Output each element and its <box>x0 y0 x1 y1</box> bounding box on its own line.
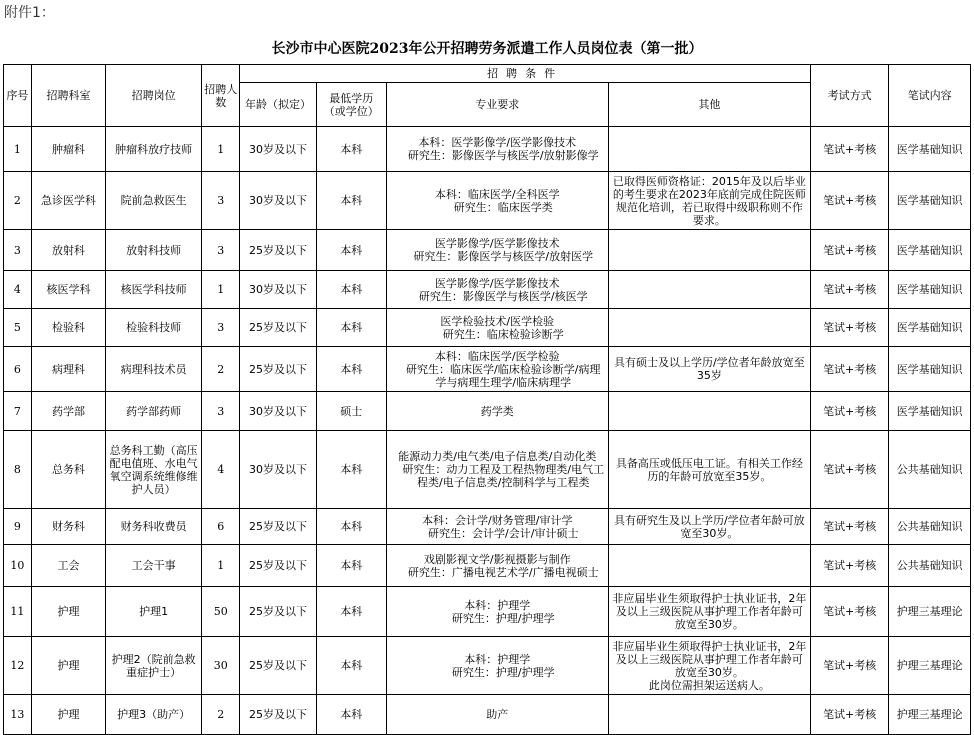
cell-seq: 5 <box>4 309 32 347</box>
cell-other <box>608 637 810 695</box>
cell-exam-content: 护理三基理论 <box>889 695 971 735</box>
cell-major-line: 研究生：影像医学与核医学/放射影像学 <box>407 149 599 162</box>
cell-count: 6 <box>202 509 240 545</box>
cell-exam-content: 医学基础知识 <box>889 172 971 230</box>
cell-major-line: 能源动力类/电气类/电子信息类/自动化类 <box>398 450 597 463</box>
cell-seq: 3 <box>4 230 32 271</box>
cell-other-line: 已取得医师资格证：2015年及以后毕业的考生要求在2023年底前完成住院医师规范化培训，若已取得中级职称则不作要求。 <box>612 174 806 227</box>
cell-other <box>608 172 810 230</box>
cell-other <box>608 392 810 431</box>
cell-seq: 2 <box>4 172 32 230</box>
header-seq: 序号 <box>4 65 32 127</box>
cell-major <box>386 172 608 230</box>
cell-exam-content: 公共基础知识 <box>889 431 971 509</box>
cell-age: 30岁及以下 <box>240 127 316 172</box>
cell-exam-content: 护理三基理论 <box>889 587 971 637</box>
cell-dept: 护理 <box>31 695 105 735</box>
cell-dept: 放射科 <box>31 230 105 271</box>
cell-edu: 本科 <box>316 509 386 545</box>
cell-major-line: 研究生：广播电视艺术学/广播电视硕士 <box>407 565 599 579</box>
cell-edu: 本科 <box>316 271 386 309</box>
header-post: 招聘岗位 <box>106 65 202 127</box>
cell-other-line: 非应届毕业生须取得护士执业证书，2年及以上三级医院从事护理工作者年龄可放宽至30岁。 <box>612 639 807 679</box>
recruitment-table <box>3 64 971 735</box>
cell-dept: 核医学科 <box>31 271 105 309</box>
cell-major-line: 本科：医学影像学/医学影像技术 <box>418 136 577 149</box>
cell-count: 2 <box>202 695 240 735</box>
cell-exam-type: 笔试+考核 <box>810 637 888 695</box>
cell-seq: 6 <box>4 347 32 392</box>
cell-major-line: 本科：护理学 <box>464 652 531 666</box>
cell-exam-type: 笔试+考核 <box>810 431 888 509</box>
cell-major-line: 研究生：影像医学与核医学/放射医学 <box>413 250 594 263</box>
cell-edu: 本科 <box>316 347 386 392</box>
cell-count: 3 <box>202 309 240 347</box>
cell-exam-type: 笔试+考核 <box>810 545 888 587</box>
cell-seq: 12 <box>4 637 32 695</box>
cell-exam-type: 笔试+考核 <box>810 230 888 271</box>
cell-major-line: 戏剧影视文学/影视摄影与制作 <box>423 552 571 566</box>
cell-exam-type: 笔试+考核 <box>810 309 888 347</box>
cell-major <box>386 637 608 695</box>
cell-exam-content: 医学基础知识 <box>889 230 971 271</box>
cell-edu: 本科 <box>316 127 386 172</box>
cell-major-line: 研究生：动力工程及工程热物理类/电气工程类/电子信息类/控制科学与工程类 <box>402 463 605 489</box>
cell-exam-content: 医学基础知识 <box>889 127 971 172</box>
cell-major <box>386 347 608 392</box>
cell-other <box>608 545 810 587</box>
table-row <box>4 172 971 230</box>
cell-age: 30岁及以下 <box>240 172 316 230</box>
cell-major <box>386 230 608 271</box>
cell-dept: 检验科 <box>31 309 105 347</box>
page-title: 长沙市中心医院2023年公开招聘劳务派遣工作人员岗位表（第一批） <box>271 41 703 57</box>
header-dept: 招聘科室 <box>31 65 105 127</box>
cell-edu: 本科 <box>316 230 386 271</box>
cell-dept: 肿瘤科 <box>31 127 105 172</box>
cell-other <box>608 347 810 392</box>
cell-count: 4 <box>202 431 240 509</box>
cell-age: 25岁及以下 <box>240 545 316 587</box>
cell-major-line: 研究生：护理/护理学 <box>451 611 555 625</box>
cell-edu: 本科 <box>316 172 386 230</box>
cell-count: 50 <box>202 587 240 637</box>
cell-age: 25岁及以下 <box>240 695 316 735</box>
cell-post: 放射科技师 <box>106 230 202 271</box>
cell-other <box>608 309 810 347</box>
cell-count: 1 <box>202 545 240 587</box>
cell-other <box>608 431 810 509</box>
cell-dept: 药学部 <box>31 392 105 431</box>
cell-dept: 护理 <box>31 587 105 637</box>
cell-exam-content: 公共基础知识 <box>889 545 971 587</box>
cell-seq: 10 <box>4 545 32 587</box>
table-row <box>4 347 971 392</box>
cell-post: 检验科技师 <box>106 309 202 347</box>
header-exam-content: 笔试内容 <box>889 65 971 127</box>
cell-major <box>386 392 608 431</box>
cell-count: 30 <box>202 637 240 695</box>
cell-post: 护理3（助产） <box>106 695 202 735</box>
cell-seq: 7 <box>4 392 32 431</box>
table-row <box>4 545 971 587</box>
table-row <box>4 509 971 545</box>
cell-major-line: 本科：临床医学/医学检验 <box>434 349 560 363</box>
cell-exam-content: 医学基础知识 <box>889 271 971 309</box>
cell-age: 25岁及以下 <box>240 587 316 637</box>
cell-edu: 硕士 <box>316 392 386 431</box>
cell-seq: 11 <box>4 587 32 637</box>
cell-major-line: 药学类 <box>480 404 514 418</box>
table-row <box>4 431 971 509</box>
cell-age: 25岁及以下 <box>240 637 316 695</box>
cell-edu: 本科 <box>316 309 386 347</box>
cell-other-line: 具备高压或低压电工证。有相关工作经历的年龄可放宽至35岁。 <box>615 456 803 483</box>
cell-count: 3 <box>202 392 240 431</box>
cell-major-line: 医学影像学/医学影像技术 <box>434 276 560 290</box>
cell-age: 30岁及以下 <box>240 431 316 509</box>
cell-major-line: 研究生：护理/护理学 <box>451 665 555 679</box>
cell-exam-content: 公共基础知识 <box>889 509 971 545</box>
cell-count: 3 <box>202 230 240 271</box>
cell-other-line: 此岗位需担架运送病人。 <box>648 678 770 692</box>
cell-exam-content: 医学基础知识 <box>889 347 971 392</box>
table-row <box>4 127 971 172</box>
cell-major <box>386 509 608 545</box>
cell-edu: 本科 <box>316 545 386 587</box>
cell-dept: 病理科 <box>31 347 105 392</box>
cell-major <box>386 545 608 587</box>
table-row <box>4 271 971 309</box>
cell-post: 总务科工勤（高压配电值班、水电气氧空调系统维修维护人员） <box>106 431 202 509</box>
cell-major-line: 医学检验技术/医学检验 <box>440 314 555 328</box>
cell-major-line: 研究生：影像医学与核医学/核医学 <box>418 289 588 303</box>
cell-seq: 1 <box>4 127 32 172</box>
attachment-label: 附件1： <box>4 5 55 21</box>
cell-edu: 本科 <box>316 587 386 637</box>
cell-post: 工会干事 <box>106 545 202 587</box>
cell-major <box>386 127 608 172</box>
cell-age: 30岁及以下 <box>240 392 316 431</box>
cell-seq: 8 <box>4 431 32 509</box>
cell-major-line: 研究生：会计学/会计/审计硕士 <box>428 526 579 540</box>
header-other: 其他 <box>608 83 810 127</box>
cell-post: 核医学科技师 <box>106 271 202 309</box>
cell-major-line: 本科：会计学/财务管理/审计学 <box>422 513 573 527</box>
cell-seq: 13 <box>4 695 32 735</box>
cell-other-line: 非应届毕业生须取得护士执业证书，2年及以上三级医院从事护理工作者年龄可放宽至30岁。 <box>612 592 807 631</box>
cell-major-line: 研究生：临床医学类 <box>453 200 553 214</box>
cell-exam-type: 笔试+考核 <box>810 509 888 545</box>
cell-post: 护理2（院前急救重症护士） <box>106 637 202 695</box>
table-row <box>4 637 971 695</box>
cell-age: 30岁及以下 <box>240 271 316 309</box>
cell-edu: 本科 <box>316 695 386 735</box>
cell-post: 护理1 <box>106 587 202 637</box>
cell-post: 院前急救医生 <box>106 172 202 230</box>
cell-exam-type: 笔试+考核 <box>810 347 888 392</box>
cell-major-line: 医学影像学/医学影像技术 <box>434 237 560 250</box>
header-major: 专业要求 <box>386 83 608 127</box>
cell-seq: 4 <box>4 271 32 309</box>
cell-other <box>608 509 810 545</box>
cell-dept: 财务科 <box>31 509 105 545</box>
cell-major <box>386 587 608 637</box>
cell-major <box>386 271 608 309</box>
table-row <box>4 587 971 637</box>
cell-exam-type: 笔试+考核 <box>810 587 888 637</box>
cell-exam-content: 医学基础知识 <box>889 309 971 347</box>
table-row <box>4 230 971 271</box>
header-exam-type: 考试方式 <box>810 65 888 127</box>
cell-count: 1 <box>202 127 240 172</box>
cell-edu: 本科 <box>316 637 386 695</box>
cell-dept: 护理 <box>31 637 105 695</box>
cell-other <box>608 127 810 172</box>
cell-major-line: 本科：临床医学/全科医学 <box>434 187 560 201</box>
cell-edu: 本科 <box>316 431 386 509</box>
cell-major <box>386 431 608 509</box>
cell-other <box>608 587 810 637</box>
cell-count: 3 <box>202 172 240 230</box>
cell-exam-content: 护理三基理论 <box>889 637 971 695</box>
cell-dept: 总务科 <box>31 431 105 509</box>
cell-post: 财务科收费员 <box>106 509 202 545</box>
cell-post: 药学部药师 <box>106 392 202 431</box>
cell-seq: 9 <box>4 509 32 545</box>
header-edu: 最低学历（或学位） <box>316 83 386 127</box>
cell-post: 肿瘤科放疗技师 <box>106 127 202 172</box>
cell-major-line: 研究生：临床医学/临床检验诊断学/病理学与病理生理学/临床病理学 <box>406 362 601 389</box>
cell-age: 25岁及以下 <box>240 509 316 545</box>
cell-age: 25岁及以下 <box>240 309 316 347</box>
cell-exam-type: 笔试+考核 <box>810 695 888 735</box>
table-row <box>4 392 971 431</box>
cell-age: 25岁及以下 <box>240 347 316 392</box>
table-row <box>4 309 971 347</box>
cell-exam-type: 笔试+考核 <box>810 172 888 230</box>
cell-exam-type: 笔试+考核 <box>810 127 888 172</box>
cell-other <box>608 271 810 309</box>
cell-count: 2 <box>202 347 240 392</box>
cell-exam-type: 笔试+考核 <box>810 392 888 431</box>
cell-age: 25岁及以下 <box>240 230 316 271</box>
table-body <box>4 127 971 735</box>
header-age: 年龄（拟定） <box>240 83 316 127</box>
cell-other-line: 具有硕士及以上学历/学位者年龄放宽至35岁 <box>613 356 805 382</box>
cell-other-line: 具有研究生及以上学历/学位者年龄可放宽至30岁。 <box>613 513 805 540</box>
cell-exam-content: 医学基础知识 <box>889 392 971 431</box>
cell-major-line: 研究生：临床检验诊断学 <box>442 327 564 341</box>
cell-dept: 急诊医学科 <box>31 172 105 230</box>
cell-post: 病理科技术员 <box>106 347 202 392</box>
cell-major <box>386 309 608 347</box>
header-conditions: 招聘条件 <box>240 65 811 83</box>
cell-major-line: 助产 <box>486 708 509 721</box>
cell-exam-type: 笔试+考核 <box>810 271 888 309</box>
cell-other <box>608 230 810 271</box>
cell-count: 1 <box>202 271 240 309</box>
cell-major-line: 本科：护理学 <box>464 598 531 612</box>
header-count: 招聘人数 <box>202 65 240 127</box>
cell-dept: 工会 <box>31 545 105 587</box>
